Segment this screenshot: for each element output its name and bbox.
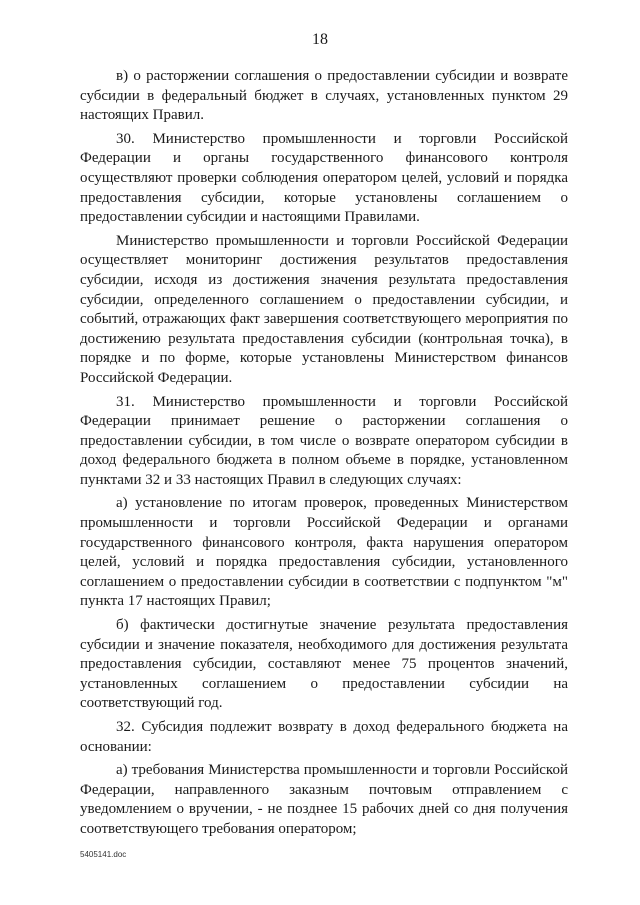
paragraph-30-inspections: 30. Министерство промышленности и торговли Российской Федерации и органы государственного финансового контроля осуществляют проверки соблюдения оператором целей, условий и порядка предоставления субсидии, которые установлены соглашением о предоставлении субсидии и настоящими Правилами. [80,130,568,226]
paragraph-item-v-termination: в) о расторжении соглашения о предоставлении субсидии и возврате субсидии в федеральный бюджет в случаях, установленных пунктом 29 настоящих Правил. [80,68,568,124]
page-number: 18 [312,31,328,48]
document-body [80,67,568,844]
paragraph-32-a-requirement: а) требования Министерства промышленности и торговли Российской Федерации, направленного заказным почтовым отправлением с уведомлением о вручении, - не позднее 15 рабочих дней со дня получения соответствующего требования оператором; [80,762,568,837]
paragraph-32-refund: 32. Субсидия подлежит возврату в доход федерального бюджета на основании: [80,719,568,755]
paragraph-31-termination-decision: 31. Министерство промышленности и торговли Российской Федерации принимает решение о расторжении соглашения о предоставлении субсидии, в том числе о возврате оператором субсидии в доход федерального бюджета в полном объеме в порядке, установленном пунктами 32 и 33 настоящих Правил в следующих случаях: [80,393,568,488]
paragraph-31-a-violation: а) установление по итогам проверок, проведенных Министерством промышленности и торговли Российской Федерации и органами государственного финансового контроля, факта нарушения оператором целей, условий и порядка предоставления субсидии, установленного соглашением о предоставлении субсидии в соответствии с подпунктом "м" пункта 17 настоящих Правил; [80,495,568,610]
paragraph-monitoring: Министерство промышленности и торговли Российской Федерации осуществляет мониторинг достижения результатов предоставления субсидии, исходя из достижения значения результата предоставления субсидии, определенного соглашением о предоставлении субсидии, и событий, отражающих факт завершения соответствующего мероприятия по достижению результата предоставления субсидии (контрольная точка), в порядке и по форме, которые установлены Министерством финансов Российской Федерации. [80,232,568,386]
document-filename: 5405141.doc [80,850,127,859]
paragraph-31-b-underachievement: б) фактически достигнутые значение результата предоставления субсидии и значение показателя, необходимого для достижения результата предоставления субсидии, составляют менее 75 процентов значений, установленных соглашением о предоставлении субсидии на соответствующий год. [80,617,568,712]
